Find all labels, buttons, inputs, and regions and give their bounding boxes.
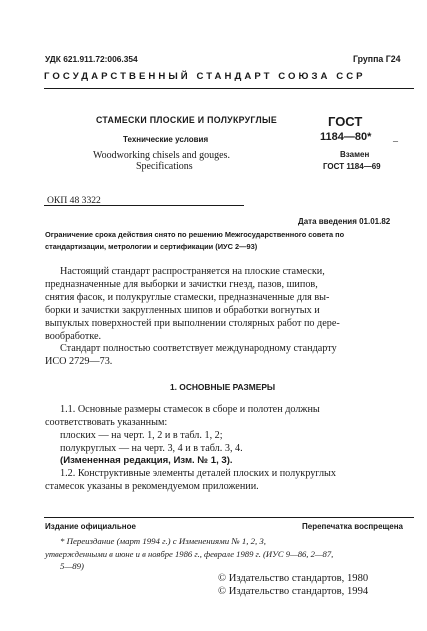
dash-mark: – (393, 136, 398, 147)
replace-label: Взамен (340, 150, 370, 159)
section1-line-4: полукруглых — на черт. 3, 4 и в табл. 3, 4. (60, 443, 243, 454)
copyright-1994: © Издательство стандартов, 1994 (218, 586, 369, 597)
section1-line-1: 1.1. Основные размеры стамесок в сборе и полотен должны (60, 404, 320, 415)
section1-line-2: соответствовать указанным: (45, 417, 168, 428)
state-standard-heading: ГОСУДАРСТВЕННЫЙ СТАНДАРТ СОЮЗА ССР (44, 71, 366, 82)
okp-code: ОКП 48 3322 (47, 195, 101, 206)
intro-line-3: снятия фасок, и полукруглые стамески, предназначенные для вы- (45, 292, 330, 303)
okp-rule (44, 205, 244, 206)
conformity-line-1: Стандарт полностью соответствует международному стандарту (60, 343, 337, 354)
introduction-date: Дата введения 01.01.82 (298, 217, 391, 226)
document-title: СТАМЕСКИ ПЛОСКИЕ И ПОЛУКРУГЛЫЕ (96, 115, 278, 125)
intro-line-5: выпуклых поверхностей при выполнении столярных работ по дере- (45, 318, 340, 329)
group-code: Группа Г24 (353, 54, 401, 64)
reissue-note-line1: * Переиздание (март 1994 г.) с Изменениями № 1, 2, 3, (60, 536, 267, 546)
copyright-1980: © Издательство стандартов, 1980 (218, 573, 369, 584)
section1-2-line-1: 1.2. Конструктивные элементы деталей плоских и полукруглых (60, 468, 336, 479)
official-edition-label: Издание официальное (45, 522, 136, 531)
reprint-prohibited-label: Перепечатка воспрещена (302, 522, 403, 531)
title-english-line2: Specifications (136, 161, 193, 172)
intro-line-6: вообработке. (45, 331, 102, 342)
title-english-line1: Woodworking chisels and gouges. (93, 150, 230, 161)
intro-line-2: предназначенные для выборки и зачистки гнезд, пазов, шипов, (45, 279, 318, 290)
gost-label: ГОСТ (328, 114, 363, 129)
reissue-note-line3: 5—89) (60, 561, 84, 571)
restriction-note-line1: Ограничение срока действия снято по решению Межгосударственного совета по (45, 230, 345, 239)
header-rule (44, 88, 414, 89)
amendment-note: (Измененная редакция, Изм. № 1, 3). (60, 455, 233, 466)
intro-line-1: Настоящий стандарт распространяется на плоские стамески, (60, 266, 325, 277)
replace-number: ГОСТ 1184—69 (323, 162, 381, 171)
footer-rule (44, 517, 414, 518)
udk-code: УДК 621.911.72:006.354 (45, 54, 138, 64)
reissue-note-line2: утвержденными в июне и в ноябре 1986 г., феврале 1989 г. (ИУС 9—86, 2—87, (45, 549, 334, 559)
section1-2-line-2: стамесок указаны в рекомендуемом приложении. (45, 481, 259, 492)
conformity-line-2: ИСО 2729—73. (45, 356, 113, 367)
gost-number: 1184—80* (320, 131, 372, 143)
section1-line-3: плоских — на черт. 1, 2 и в табл. 1, 2; (60, 430, 223, 441)
section1-heading: 1. ОСНОВНЫЕ РАЗМЕРЫ (170, 382, 276, 392)
intro-line-4: борки и зачистки закругленных шипов и обработки вогнутых и (45, 305, 320, 316)
restriction-note-line2: стандартизации, метрологии и сертификации (ИУС 2—93) (45, 242, 258, 251)
document-subtitle: Технические условия (123, 135, 209, 144)
